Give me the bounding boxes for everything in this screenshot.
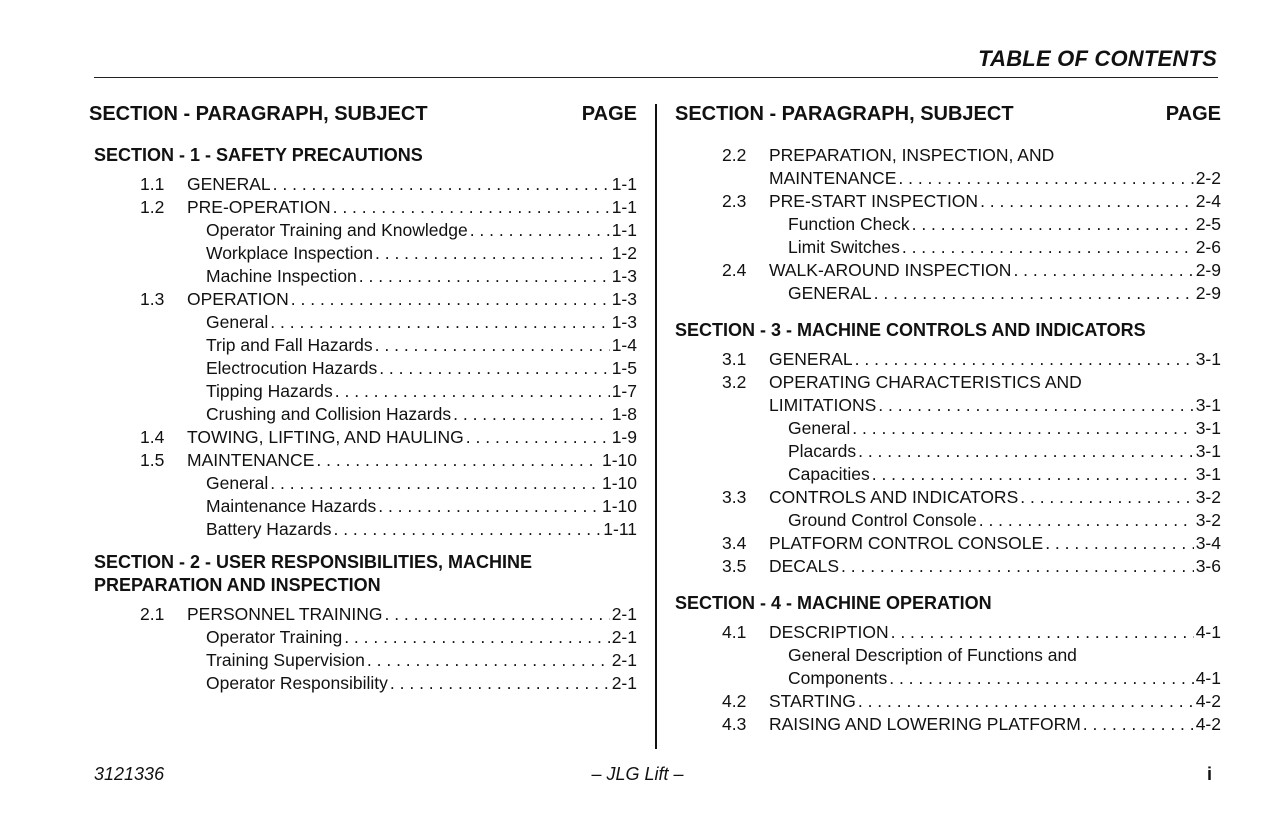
toc-entry-number: 1.3 xyxy=(140,289,165,309)
toc-entry-page: 2-1 xyxy=(611,604,637,624)
section-4-list xyxy=(675,621,1221,736)
toc-entry-page: 1-3 xyxy=(611,266,637,286)
toc-entry-label: Crushing and Collision Hazards xyxy=(206,404,452,424)
toc-entry-label: TOWING, LIFTING, AND HAULING xyxy=(187,427,464,447)
toc-entry-label: PERSONNEL TRAINING xyxy=(187,604,383,624)
page-number: i xyxy=(1206,764,1212,784)
toc-entry[interactable] xyxy=(89,196,637,219)
toc-dot-leader xyxy=(270,472,600,495)
toc-entry-label: GENERAL xyxy=(187,174,271,194)
toc-entry-page: 1-4 xyxy=(611,335,637,355)
toc-dot-leader xyxy=(375,334,610,357)
toc-entry-page: 3-1 xyxy=(1195,464,1221,484)
toc-entry[interactable] xyxy=(675,282,1221,305)
toc-entry[interactable] xyxy=(675,644,1221,667)
toc-entry-label: Tipping Hazards xyxy=(206,381,333,401)
toc-entry[interactable] xyxy=(675,190,1221,213)
document-number: 3121336 xyxy=(94,764,165,784)
toc-entry[interactable] xyxy=(675,463,1221,486)
toc-entry-number: 3.4 xyxy=(722,533,747,553)
toc-entry[interactable] xyxy=(89,311,637,334)
toc-entry-label: General xyxy=(206,312,269,332)
toc-entry-label: General xyxy=(206,473,269,493)
toc-entry[interactable] xyxy=(675,259,1221,282)
toc-entry-page: 1-10 xyxy=(601,473,637,493)
toc-entry-page: 3-1 xyxy=(1195,395,1221,415)
toc-dot-leader xyxy=(891,621,1194,644)
toc-entry-label: PRE-OPERATION xyxy=(187,197,331,217)
toc-entry[interactable] xyxy=(675,371,1221,394)
toc-entry-label: Components xyxy=(788,668,888,688)
toc-dot-leader xyxy=(335,380,610,403)
toc-entry-page: 4-1 xyxy=(1195,668,1221,688)
toc-entry-label: Machine Inspection xyxy=(206,266,357,286)
toc-entry[interactable] xyxy=(89,403,637,426)
left-column xyxy=(89,100,637,695)
toc-entry-page: 1-7 xyxy=(611,381,637,401)
toc-entry[interactable] xyxy=(89,380,637,403)
toc-entry-label: PLATFORM CONTROL CONSOLE xyxy=(769,533,1044,553)
toc-entry-number: 1.2 xyxy=(140,197,165,217)
page-title: TABLE OF CONTENTS xyxy=(978,46,1217,71)
toc-entry-page: 3-2 xyxy=(1195,487,1221,507)
toc-entry-label: RAISING AND LOWERING PLATFORM xyxy=(769,714,1081,734)
toc-entry-number: 2.4 xyxy=(722,260,747,280)
toc-entry-label: Operator Training and Knowledge xyxy=(206,220,468,240)
toc-dot-leader xyxy=(878,394,1193,417)
column-subject-heading: SECTION - PARAGRAPH, SUBJECT xyxy=(89,103,428,125)
toc-dot-leader xyxy=(855,348,1194,371)
toc-entry-page: 3-6 xyxy=(1195,556,1221,576)
toc-entry[interactable] xyxy=(89,603,637,626)
toc-entry[interactable] xyxy=(675,509,1221,532)
toc-entry-number: 2.2 xyxy=(722,145,747,165)
toc-entry-label: GENERAL xyxy=(769,349,853,369)
toc-entry[interactable] xyxy=(675,440,1221,463)
toc-entry-page: 2-1 xyxy=(611,650,637,670)
toc-entry[interactable] xyxy=(89,288,637,311)
toc-dot-leader xyxy=(367,649,610,672)
toc-entry-label: Battery Hazards xyxy=(206,519,332,539)
toc-dot-leader xyxy=(898,167,1193,190)
toc-entry-label: WALK-AROUND INSPECTION xyxy=(769,260,1012,280)
toc-dot-leader xyxy=(1020,486,1193,509)
toc-dot-leader xyxy=(375,242,610,265)
toc-entry-label: GENERAL xyxy=(788,283,872,303)
toc-dot-leader xyxy=(889,667,1193,690)
toc-entry-page: 2-5 xyxy=(1195,214,1221,234)
toc-entry-page: 4-2 xyxy=(1195,691,1221,711)
footer-brand: – JLG Lift – xyxy=(591,764,684,784)
toc-dot-leader xyxy=(390,672,610,695)
toc-entry-page: 1-11 xyxy=(603,519,637,539)
left-column-header xyxy=(89,100,637,128)
right-column xyxy=(675,100,1221,736)
toc-dot-leader xyxy=(359,265,610,288)
toc-entry-label: Workplace Inspection xyxy=(206,243,373,263)
toc-entry-page: 2-1 xyxy=(611,673,637,693)
toc-entry-number: 4.1 xyxy=(722,622,747,642)
toc-entry-label: Trip and Fall Hazards xyxy=(206,335,373,355)
toc-dot-leader xyxy=(1045,532,1194,555)
toc-entry[interactable] xyxy=(89,334,637,357)
toc-entry-page: 1-3 xyxy=(611,289,637,309)
section-3-title: SECTION - 3 - MACHINE CONTROLS AND INDICATORS xyxy=(675,320,1146,340)
toc-entry-number: 4.2 xyxy=(722,691,747,711)
toc-dot-leader xyxy=(858,690,1194,713)
toc-entry[interactable] xyxy=(675,417,1221,440)
toc-dot-leader xyxy=(979,509,1194,532)
title-rule xyxy=(94,77,1218,78)
toc-entry-page: 4-1 xyxy=(1195,622,1221,642)
toc-dot-leader xyxy=(872,463,1194,486)
toc-entry[interactable] xyxy=(675,690,1221,713)
toc-entry[interactable] xyxy=(675,667,1221,690)
toc-dot-leader xyxy=(912,213,1194,236)
toc-entry-page: 3-4 xyxy=(1195,533,1221,553)
toc-entry-page: 1-3 xyxy=(611,312,637,332)
toc-entry[interactable] xyxy=(89,495,637,518)
toc-entry-label: MAINTENANCE xyxy=(187,450,315,470)
toc-entry-label: Operator Training xyxy=(206,627,343,647)
toc-dot-leader xyxy=(378,495,600,518)
toc-entry[interactable] xyxy=(675,486,1221,509)
toc-dot-leader xyxy=(874,282,1194,305)
toc-entry-page: 3-1 xyxy=(1195,418,1221,438)
toc-entry-label: PREPARATION, INSPECTION, AND xyxy=(769,145,1055,165)
toc-dot-leader xyxy=(384,603,609,626)
toc-entry-page: 1-1 xyxy=(611,197,637,217)
toc-entry-page: 1-9 xyxy=(611,427,637,447)
toc-entry-page: 2-9 xyxy=(1195,283,1221,303)
toc-entry-number: 3.5 xyxy=(722,556,747,576)
toc-dot-leader xyxy=(333,518,601,541)
toc-entry[interactable] xyxy=(675,532,1221,555)
toc-entry[interactable] xyxy=(89,472,637,495)
toc-dot-leader xyxy=(270,311,609,334)
toc-entry-page: 3-2 xyxy=(1195,510,1221,530)
toc-dot-leader xyxy=(980,190,1194,213)
toc-dot-leader xyxy=(858,440,1194,463)
toc-dot-leader xyxy=(470,219,610,242)
toc-entry-label: Training Supervision xyxy=(206,650,365,670)
toc-entry-label: MAINTENANCE xyxy=(769,168,897,188)
toc-entry-label: General xyxy=(788,418,851,438)
toc-dot-leader xyxy=(1013,259,1193,282)
toc-entry-number: 3.1 xyxy=(722,349,747,369)
right-column-header xyxy=(675,100,1221,128)
section-2-continued-list xyxy=(675,144,1221,305)
toc-entry[interactable] xyxy=(675,348,1221,371)
toc-dot-leader xyxy=(902,236,1194,259)
toc-entry-page: 1-10 xyxy=(601,450,637,470)
section-2-title xyxy=(94,551,637,597)
toc-entry-page: 2-6 xyxy=(1195,237,1221,257)
toc-entry-number: 2.1 xyxy=(140,604,165,624)
column-page-heading: PAGE xyxy=(1165,103,1221,125)
toc-entry-label: DECALS xyxy=(769,556,840,576)
toc-entry-label: Ground Control Console xyxy=(788,510,977,530)
toc-entry-page: 2-4 xyxy=(1195,191,1221,211)
toc-entry-page: 1-1 xyxy=(611,174,637,194)
toc-entry-label: Maintenance Hazards xyxy=(206,496,377,516)
toc-dot-leader xyxy=(273,173,610,196)
toc-entry[interactable] xyxy=(89,672,637,695)
toc-dot-leader xyxy=(852,417,1193,440)
toc-entry-number: 1.4 xyxy=(140,427,165,447)
toc-dot-leader xyxy=(379,357,610,380)
section-1-list xyxy=(89,173,637,541)
toc-entry[interactable] xyxy=(675,167,1221,190)
toc-entry-page: 1-5 xyxy=(611,358,637,378)
toc-entry-page: 2-9 xyxy=(1195,260,1221,280)
column-page-heading: PAGE xyxy=(581,103,637,125)
toc-entry-label: OPERATING CHARACTERISTICS AND xyxy=(769,372,1082,392)
toc-entry-label: Placards xyxy=(788,441,857,461)
toc-entry-label: General Description of Functions and xyxy=(788,645,1077,665)
toc-entry-page: 1-10 xyxy=(601,496,637,516)
column-divider xyxy=(655,104,657,749)
toc-entry-label: Function Check xyxy=(788,214,910,234)
column-subject-heading: SECTION - PARAGRAPH, SUBJECT xyxy=(675,103,1014,125)
toc-entry[interactable] xyxy=(89,242,637,265)
section-2-list xyxy=(89,603,637,695)
toc-entry[interactable] xyxy=(89,449,637,472)
toc-entry[interactable] xyxy=(675,555,1221,578)
toc-entry[interactable] xyxy=(89,649,637,672)
toc-entry-page: 3-1 xyxy=(1195,441,1221,461)
toc-entry-label: DESCRIPTION xyxy=(769,622,889,642)
toc-entry-label: PRE-START INSPECTION xyxy=(769,191,979,211)
toc-entry-label: Limit Switches xyxy=(788,237,900,257)
toc-entry-label: STARTING xyxy=(769,691,856,711)
toc-entry-label: OPERATION xyxy=(187,289,289,309)
toc-dot-leader xyxy=(841,555,1194,578)
toc-dot-leader xyxy=(1083,713,1194,736)
section-1-title: SECTION - 1 - SAFETY PRECAUTIONS xyxy=(94,145,423,165)
toc-entry-page: 1-1 xyxy=(611,220,637,240)
toc-entry-page: 3-1 xyxy=(1195,349,1221,369)
toc-entry[interactable] xyxy=(675,236,1221,259)
toc-dot-leader xyxy=(453,403,610,426)
toc-entry-number: 3.3 xyxy=(722,487,747,507)
toc-entry[interactable] xyxy=(675,213,1221,236)
toc-entry[interactable] xyxy=(89,357,637,380)
toc-entry[interactable] xyxy=(89,173,637,196)
toc-entry-label: CONTROLS AND INDICATORS xyxy=(769,487,1019,507)
toc-entry[interactable] xyxy=(89,265,637,288)
toc-entry-label: LIMITATIONS xyxy=(769,395,877,415)
toc-dot-leader xyxy=(316,449,600,472)
toc-entry-page: 4-2 xyxy=(1195,714,1221,734)
toc-entry[interactable] xyxy=(89,426,637,449)
toc-dot-leader xyxy=(333,196,610,219)
toc-dot-leader xyxy=(344,626,610,649)
toc-entry[interactable] xyxy=(89,219,637,242)
toc-entry-page: 1-2 xyxy=(611,243,637,263)
toc-entry-label: Electrocution Hazards xyxy=(206,358,378,378)
toc-entry-number: 1.1 xyxy=(140,174,165,194)
section-4-title: SECTION - 4 - MACHINE OPERATION xyxy=(675,593,992,613)
toc-entry-page: 2-2 xyxy=(1195,168,1221,188)
toc-entry-page: 1-8 xyxy=(611,404,637,424)
toc-entry[interactable] xyxy=(675,144,1221,167)
toc-entry[interactable] xyxy=(675,394,1221,417)
section-2-title-line-2: PREPARATION AND INSPECTION xyxy=(94,575,381,595)
toc-entry[interactable] xyxy=(675,713,1221,736)
toc-dot-leader xyxy=(291,288,610,311)
section-3-list xyxy=(675,348,1221,578)
section-2-title-line-1: SECTION - 2 - USER RESPONSIBILITIES, MACHINE xyxy=(94,552,533,572)
toc-entry-number: 3.2 xyxy=(722,372,747,392)
toc-entry[interactable] xyxy=(89,626,637,649)
toc-entry-label: Operator Responsibility xyxy=(206,673,388,693)
toc-dot-leader xyxy=(466,426,610,449)
toc-entry[interactable] xyxy=(675,621,1221,644)
toc-entry-number: 4.3 xyxy=(722,714,747,734)
toc-entry-number: 2.3 xyxy=(722,191,747,211)
toc-entry-page: 2-1 xyxy=(611,627,637,647)
toc-entry[interactable] xyxy=(89,518,637,541)
toc-entry-number: 1.5 xyxy=(140,450,165,470)
toc-entry-label: Capacities xyxy=(788,464,870,484)
